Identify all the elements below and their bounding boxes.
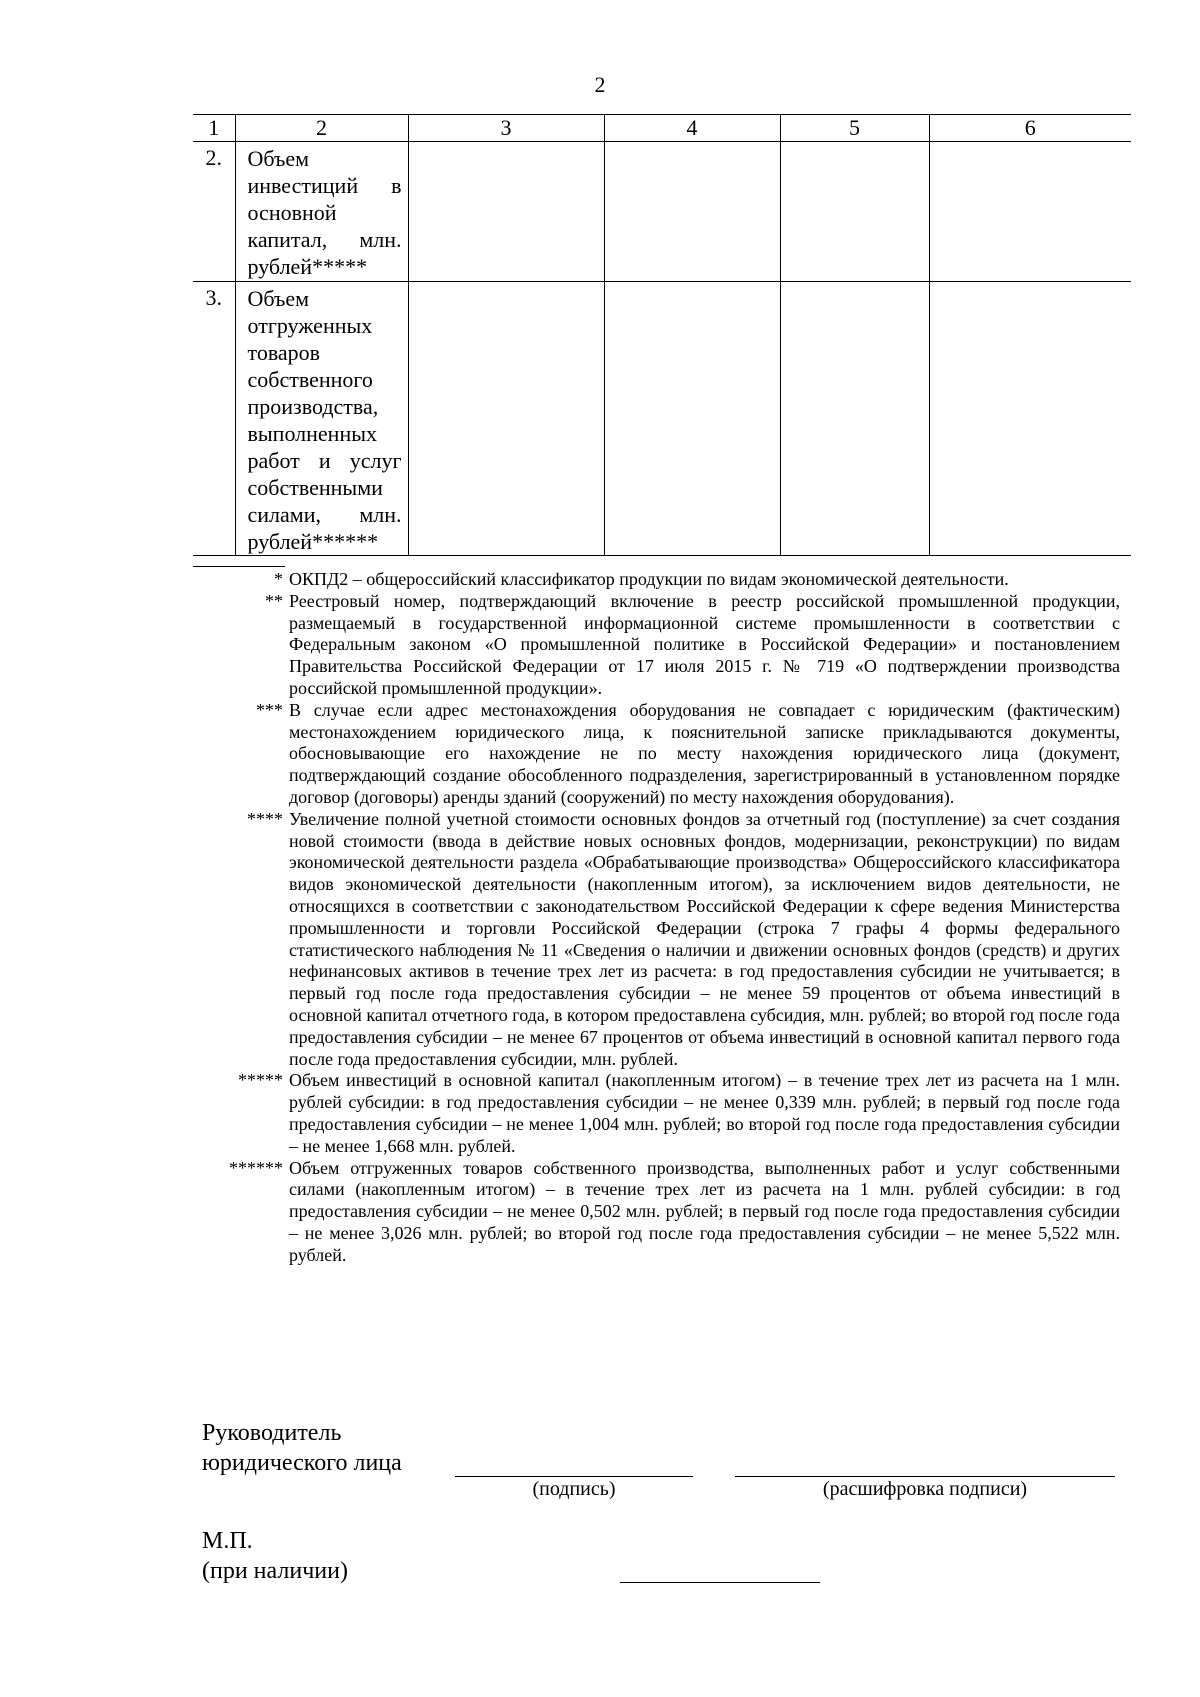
row-number: 2. bbox=[193, 142, 235, 282]
table-row bbox=[193, 142, 1131, 282]
footnote-marker: *** bbox=[256, 699, 283, 720]
row-number: 3. bbox=[193, 282, 235, 556]
footnote-text: Реестровый номер, подтверждающий включение в реестр российской промышленной продукции, размещаемый в государственной информационной системе промышленности в соответствии с Федеральным законом «О промышленной политике в Российской Федерации» и постановлением Правительства Российской Федерации от 17 июля 2015 г. № 719 «О подтверждении производства российской промышленной продукции». bbox=[289, 590, 1120, 698]
column-number-2: 2 bbox=[235, 115, 408, 142]
footnote bbox=[200, 569, 1120, 591]
column-number-4: 4 bbox=[604, 115, 780, 142]
footnote bbox=[200, 1070, 1120, 1157]
value-cell[interactable] bbox=[780, 142, 929, 282]
footnote bbox=[200, 700, 1120, 809]
table-header-row bbox=[193, 115, 1131, 142]
column-number-1: 1 bbox=[193, 115, 235, 142]
value-cell[interactable] bbox=[929, 142, 1131, 282]
footnote-marker: **** bbox=[247, 808, 283, 829]
footnote-text: Объем инвестиций в основной капитал (накопленным итогом) – в течение трех лет из расчета на 1 млн. рублей субсидии: в год предоставления субсидии – не менее 0,339 млн. рублей; в первый год после года предоставления субсидии – не менее 1,004 млн. рублей; во второй год после года предоставления субсидии – не менее 1,668 млн. рублей. bbox=[289, 1070, 1120, 1156]
footnote-text: Увеличение полной учетной стоимости основных фондов за отчетный год (поступление) за счет создания новой стоимости (ввода в действие новых основных фондов, модернизации, реконструкции) по видам экономической деятельности раздела «Обрабатывающие производства» Общероссийского классификатора видов экономической деятельности (накопленным итогом), за исключением видов деятельности, не относящихся в соответствии с законодательством Российской Федерации к сфере ведения Министерства промышленности и торговли Российской Федерации (строка 7 графы 4 формы федерального статистического наблюдения № 11 «Сведения о наличии и движении основных фондов (средств) и других нефинансовых активов в течение трех лет из расчета: в год предоставления субсидии не учитывается; в первый год после года предоставления субсидии – не менее 59 процентов от объема инвестиций в основной капитал отчетного года, в котором предоставлена субсидия, млн. рублей; во второй год после года предоставления субсидии – не менее 67 процентов от объема инвестиций в основной капитал первого года после года предоставления субсидии, млн. рублей. bbox=[289, 808, 1120, 1069]
indicator-name: Объем инвестиций в основной капитал, млн. рублей***** bbox=[235, 142, 408, 282]
footnote bbox=[200, 809, 1120, 1071]
footnote-text: ОКПД2 – общероссийский классификатор продукции по видам экономической деятельности. bbox=[289, 569, 1009, 589]
column-number-3: 3 bbox=[408, 115, 604, 142]
footnote-marker: ** bbox=[265, 590, 283, 611]
signature-line[interactable] bbox=[455, 1476, 693, 1477]
footnotes-divider bbox=[193, 566, 285, 567]
column-number-6: 6 bbox=[929, 115, 1131, 142]
value-cell[interactable] bbox=[408, 142, 604, 282]
table-row bbox=[193, 282, 1131, 556]
signature-decoding-line[interactable] bbox=[735, 1476, 1115, 1477]
footnote-marker: * bbox=[274, 569, 283, 589]
footnote-text: В случае если адрес местонахождения оборудования не совпадает с юридическим (фактическим) местонахождением юридического лица, к пояснительной записке прикладываются документы, обосновывающие его нахождение не по месту нахождения юридического лица (документ, подтверждающий создание обособленного подразделения, зарегистрированный в установленном порядке договор (договоры) аренды зданий (сооружений) по месту нахождения оборудования). bbox=[289, 699, 1120, 807]
value-cell[interactable] bbox=[780, 282, 929, 556]
value-cell[interactable] bbox=[929, 282, 1131, 556]
footnote-marker: ***** bbox=[238, 1070, 283, 1091]
indicator-name: Объем отгруженных товаров собственного производства, выполненных работ и услуг собственными силами, млн. рублей****** bbox=[235, 282, 408, 556]
footnote-text: Объем отгруженных товаров собственного производства, выполненных работ и услуг собственными силами (накопленным итогом) – в течение трех лет из расчета на 1 млн. рублей субсидии: в год предоставления субсидии – не менее 0,502 млн. рублей; в первый год после года предоставления субсидии – не менее 3,026 млн. рублей; во второй год после года предоставления субсидии – не менее 5,522 млн. рублей. bbox=[289, 1157, 1120, 1265]
date-line[interactable] bbox=[620, 1582, 820, 1583]
signatory-title-line1: Руководитель bbox=[202, 1420, 342, 1446]
footnote bbox=[200, 1158, 1120, 1267]
indicators-table bbox=[193, 114, 1131, 556]
stamp-block bbox=[202, 1526, 348, 1586]
signature-caption: (подпись) bbox=[532, 1478, 616, 1500]
value-cell[interactable] bbox=[408, 282, 604, 556]
value-cell[interactable] bbox=[604, 142, 780, 282]
footnote bbox=[200, 591, 1120, 700]
decoding-caption: (расшифровка подписи) bbox=[822, 1478, 1028, 1500]
page-number: 2 bbox=[594, 72, 606, 97]
value-cell[interactable] bbox=[604, 282, 780, 556]
signatory-title-line2: юридического лица bbox=[202, 1450, 402, 1476]
signatory-title bbox=[202, 1418, 402, 1478]
stamp-label: М.П. bbox=[202, 1528, 253, 1554]
column-number-5: 5 bbox=[780, 115, 929, 142]
footnote-marker: ****** bbox=[229, 1157, 283, 1178]
stamp-note: (при наличии) bbox=[202, 1558, 348, 1584]
footnotes bbox=[200, 569, 1120, 1267]
